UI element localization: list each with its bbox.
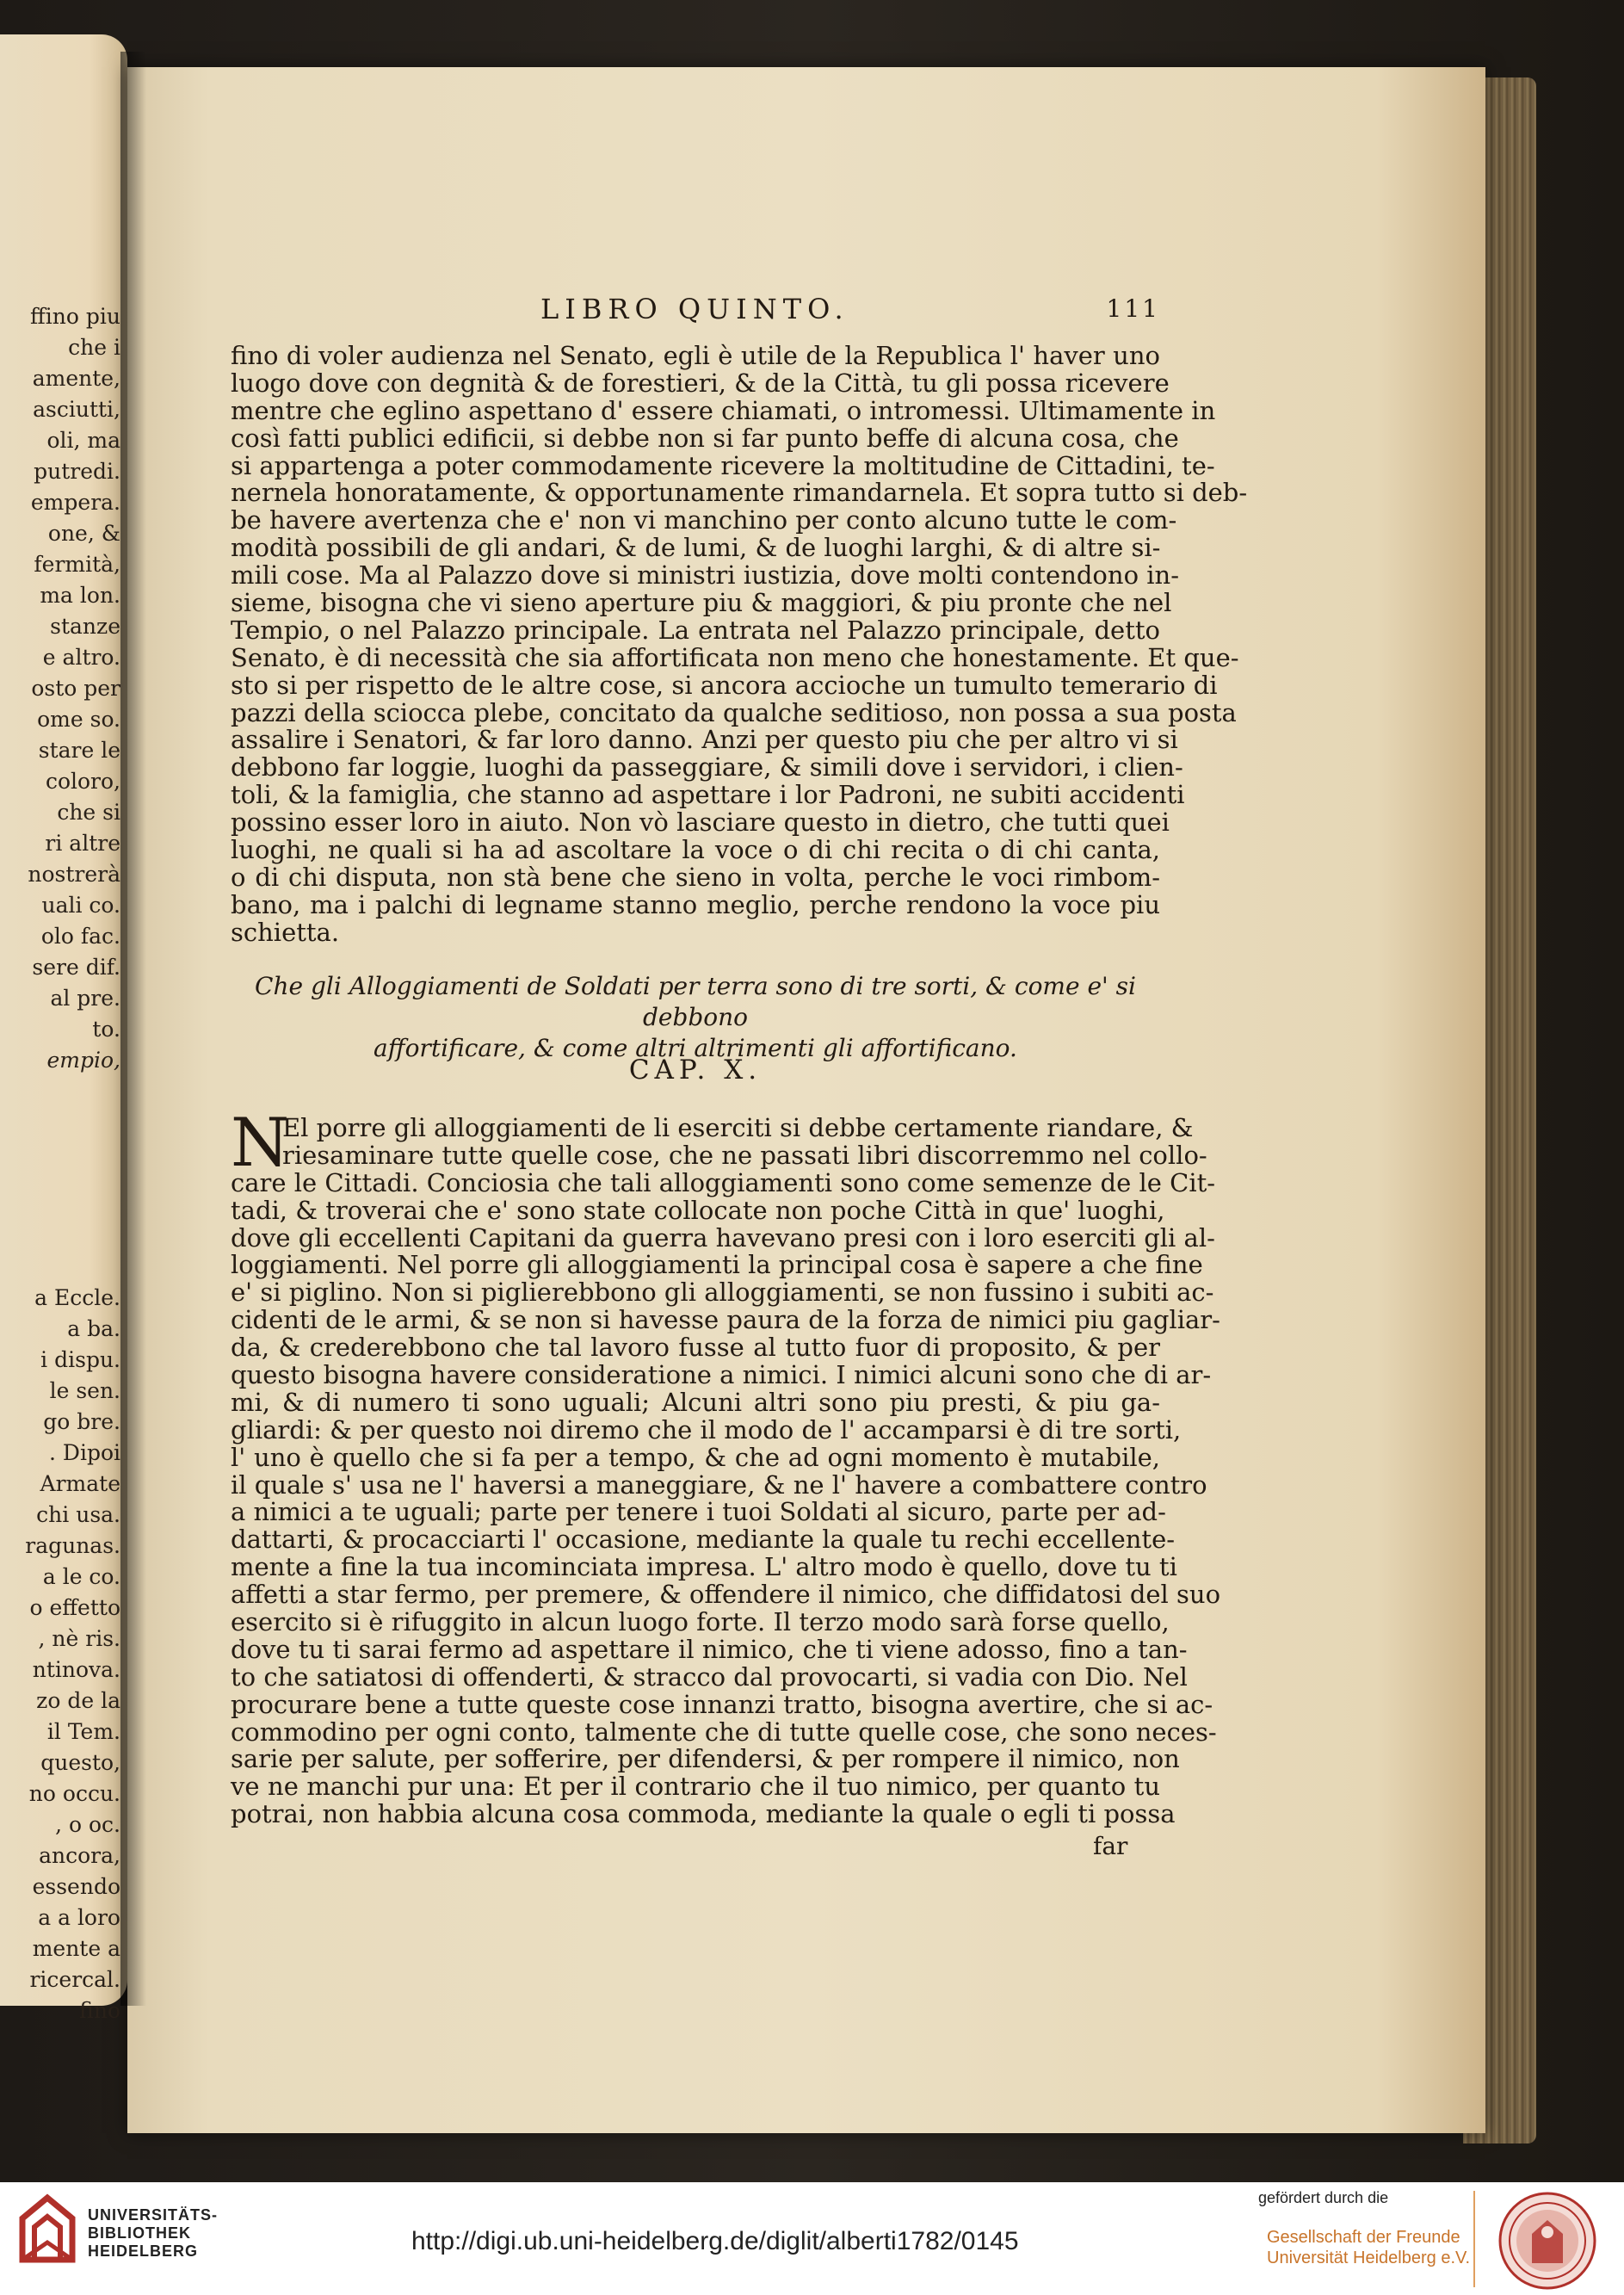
text-line: dove tu ti sarai fermo ad aspettare il nimico, che ti viene adosso, fino a tan- (231, 1634, 1188, 1664)
library-name-line: HEIDELBERG (88, 2242, 199, 2260)
facing-page-text (0, 301, 120, 2026)
text-line: toli, & la famiglia, che stanno ad aspettare i lor Padroni, ne subiti accidenti (231, 780, 1185, 810)
sponsor-label: gefördert durch die (1258, 2189, 1389, 2206)
facing-text-line: putredi. (34, 459, 120, 484)
text-line: luogo dove con degnità & de forestieri, & de la Città, tu gli possa ricevere (231, 368, 1170, 398)
facing-text-line: ntinova. (32, 1657, 120, 1682)
facing-text-line: ricercal. (29, 1967, 120, 1992)
facing-text-line: zo de la (36, 1688, 120, 1713)
facing-text-line: a Eccle. (34, 1285, 120, 1310)
facing-text-line: osto per (31, 676, 120, 701)
facing-text-line: e altro. (42, 645, 120, 670)
facing-text-line: il Tem. (46, 1719, 120, 1744)
text-line: mentre che eglino aspettano d' essere chiamati, o intromessi. Ultimamente in (231, 395, 1216, 425)
facing-text-line: fermità, (34, 552, 120, 577)
facing-text-line: go bre. (43, 1409, 120, 1434)
permalink-url[interactable]: http://digi.ub.uni-heidelberg.de/diglit/alberti1782/0145 (411, 2227, 1019, 2255)
facing-text-line: coloro, (45, 769, 120, 794)
facing-text-line: empio, (46, 1048, 120, 1073)
text-line: assalire i Senatori, & far loro danno. Anzi per questo piu che per altro vi si (231, 725, 1178, 755)
library-name-line: UNIVERSITÄTS- (88, 2206, 219, 2224)
text-line: e' si piglino. Non si piglierebbono gli alloggiamenti, se non fussino i subiti ac- (231, 1277, 1214, 1308)
text-line: schietta. (231, 917, 340, 947)
text-line: affetti a star fermo, per premere, & offendere il nimico, che diffidatosi del suo (231, 1580, 1221, 1610)
facing-text-line: ffino piu (30, 304, 120, 329)
text-line: debbono far loggie, luoghi da passeggiare, & simili dove i servidori, i clien- (231, 752, 1183, 783)
facing-text-line: al pre. (50, 986, 120, 1011)
sponsor-name-line: Universität Heidelberg e.V. (1267, 2249, 1471, 2267)
text-line: luoghi, ne quali si ha ad ascoltare la voce o di chi recita o di chi canta, (231, 835, 1160, 865)
text-line: to che satiatosi di offenderti, & stracco dal provocarti, si vadia con Dio. Nel (231, 1661, 1188, 1692)
text-line: bano, ma i palchi di legname stanno meglio, perche rendono la voce piu (231, 889, 1160, 919)
summary-line: affortificare, & come altri altrimenti gli affortificano. (374, 1034, 1017, 1062)
page-number: 111 (1106, 294, 1160, 323)
facing-text-line: asciutti, (33, 397, 120, 422)
text-line: El porre gli alloggiamenti de li eserciti si debbe certamente riandare, & (282, 1113, 1194, 1142)
text-line: dove gli eccellenti Capitani da guerra havevano presi con i loro eserciti gli al- (231, 1222, 1215, 1253)
text-line: gliardi: & per questo noi diremo che il modo de l' accamparsi è di tre sorti, (231, 1414, 1182, 1444)
facing-text-line: chi usa. (36, 1502, 120, 1527)
facing-text-line: stare le (38, 738, 120, 763)
paragraph-1 (231, 341, 1248, 947)
facing-text-line: a a loro (38, 1905, 120, 1930)
facing-text-line: mente a (32, 1936, 120, 1961)
text-line: mente a fine la tua incominciata impresa. L' altro modo è quello, dove tu ti (231, 1552, 1177, 1582)
text-line: loggiamenti. Nel porre gli alloggiamenti la principal cosa è sapere a che fine (231, 1250, 1203, 1280)
chapter-heading: CAP. X. (628, 1055, 763, 1086)
text-line: si appartenga a poter commodamente ricevere la moltitudine de Cittadini, te- (231, 450, 1215, 480)
text-line: sto si per rispetto de le altre cose, si ancora accioche un tumulto temerario di (231, 670, 1218, 700)
facing-text-line: stanze (50, 614, 120, 639)
text-line: procurare bene a tutte queste cose innanzi tratto, bisogna avertire, che si ac- (231, 1689, 1213, 1719)
facing-text-line: a ba. (67, 1316, 120, 1341)
facing-text-line: oli, ma (46, 428, 120, 453)
facing-text-line: one, & (47, 521, 120, 546)
facing-text-line: . Dipoi (49, 1440, 120, 1465)
facing-text-line: , nè ris. (38, 1626, 120, 1651)
facing-text-line: to. (92, 1017, 120, 1042)
library-name (88, 2206, 218, 2261)
text-line: be havere avertenza che e' non vi manchino per conto alcuno tutte le com- (231, 505, 1177, 535)
facing-text-line: ragunas. (25, 1533, 120, 1558)
text-line: a nimici a te uguali; parte per tenere i tuoi Soldati al sicuro, parte per ad- (231, 1497, 1166, 1527)
text-line: dattarti, & procacciarti l' occasione, mediante la quale tu rechi eccellente- (231, 1525, 1176, 1555)
sponsor-name (1267, 2227, 1470, 2268)
text-line: o di chi disputa, non stà bene che sieno in volta, perche le voci rimbom- (231, 862, 1160, 892)
text-line: così fatti publici edificii, si debbe non si far punto beffe di alcuna cosa, che (231, 423, 1179, 453)
text-line: riesaminare tutte quelle cose, che ne passati libri discorremmo nel collo- (282, 1140, 1207, 1170)
text-line: potrai, non habbia alcuna cosa commoda, mediante la quale o egli ti possa (231, 1799, 1176, 1829)
text-line: questo bisogna havere consideratione a nimici. I nimici alcuni sono che di ar- (231, 1360, 1212, 1390)
facing-page-fragment (0, 34, 127, 2023)
text-line: l' uno è quello che si fa per a tempo, & che ad ogni momento è mutabile, (231, 1442, 1160, 1472)
footer-divider (1473, 2191, 1475, 2287)
catchword: far (1093, 1832, 1128, 1860)
facing-text-line: olo fac. (40, 924, 120, 949)
facing-text-line: le sen. (49, 1378, 120, 1403)
facing-text-line: a le co. (42, 1564, 120, 1589)
facing-text-line: empera. (30, 490, 120, 515)
facing-text-line: che si (57, 800, 120, 825)
facing-text-line: o effetto (29, 1595, 120, 1620)
text-line: pazzi della sciocca plebe, concitato da qualche seditioso, non possa a sua posta (231, 697, 1237, 727)
text-line: tadi, & troverai che e' sono state collocate non poche Città in que' luoghi, (231, 1195, 1165, 1225)
library-logo-icon (17, 2193, 77, 2267)
facing-text-line: ma lon. (40, 583, 120, 608)
summary-line: Che gli Alloggiamenti de Soldati per terra sono di tre sorti, & come e' si debbono (255, 972, 1136, 1031)
text-line: modità possibili de gli andari, & de lumi, & de luoghi larghi, & di altre si- (231, 533, 1161, 563)
text-line: mi, & di numero ti sono uguali; Alcuni altri sono piu presti, & piu ga- (231, 1387, 1160, 1417)
text-line: il quale s' usa ne l' haversi a maneggiare, & ne l' havere a combattere contro (231, 1469, 1207, 1500)
facing-text-line: nostrerà (28, 862, 120, 887)
text-line: commodino per ogni conto, talmente che di tutte quelle cose, che sono neces- (231, 1717, 1217, 1747)
text-line: fino di voler audienza nel Senato, egli è utile de la Republica l' haver uno (231, 341, 1160, 370)
facing-text-line: i dispu. (40, 1347, 120, 1372)
text-line: sieme, bisogna che vi sieno aperture piu & maggiori, & piu pronte che nel (231, 588, 1172, 618)
text-line: da, & crederebbono che tal lavoro fusse al tutto fuor di proposito, & per (231, 1333, 1160, 1363)
facing-text-line: , o oc. (55, 1812, 120, 1837)
text-line: esercito si è rifuggito in alcun luogo forte. Il terzo modo sarà forse quello, (231, 1607, 1170, 1637)
library-name-line: BIBLIOTHEK (88, 2224, 191, 2242)
facing-text-gap (0, 1076, 120, 1283)
viewer-footer (0, 2182, 1624, 2295)
facing-text-line: uali co. (41, 893, 120, 918)
facing-text-line: sere dif. (32, 955, 120, 980)
gutter-shadow (120, 52, 146, 2006)
text-line: nernela honoratamente, & opportunamente rimandarnela. Et sopra tutto si deb- (231, 478, 1248, 508)
facing-text-line: essendo (32, 1874, 120, 1899)
facing-text-line: Armate (40, 1471, 120, 1496)
sponsor-name-line: Gesellschaft der Freunde (1267, 2228, 1460, 2247)
facing-text-line: ri altre (45, 831, 120, 856)
drop-capital: N (231, 1104, 290, 1182)
facing-text-line: ome so. (37, 707, 120, 732)
facing-text-line: questo, (40, 1750, 120, 1775)
facing-text-line: fino (79, 1998, 120, 2023)
text-line: mili cose. Ma al Palazzo dove si ministri iustizia, dove molti contendono in- (231, 560, 1179, 591)
chapter-summary (231, 971, 1160, 1064)
text-line: cidenti de le armi, & se non si havesse paura de la forza de nimici piu gagliar- (231, 1305, 1220, 1335)
facing-text-line: no occu. (28, 1781, 120, 1806)
text-line: Tempio, o nel Palazzo principale. La entrata nel Palazzo principale, detto (231, 615, 1160, 645)
text-line: possino esser loro in aiuto. Non vò lasciare questo in dietro, che tutti quei (231, 807, 1170, 838)
text-line: ve ne manchi pur una: Et per il contrario che il tuo nimico, per quanto tu (231, 1772, 1160, 1802)
text-line: sarie per salute, per sofferire, per difendersi, & per rompere il nimico, non (231, 1744, 1180, 1774)
facing-text-line: che i (68, 335, 120, 360)
running-title: LIBRO QUINTO. (540, 293, 849, 325)
running-head (231, 293, 1160, 336)
facing-text-line: ancora, (39, 1843, 120, 1868)
facing-text-line: amente, (32, 366, 120, 391)
university-seal-icon (1497, 2191, 1597, 2291)
text-line: Senato, è di necessità che sia affortificata non meno che honestamente. Et que- (231, 642, 1239, 672)
text-line: care le Cittadi. Conciosia che tali alloggiamenti sono come semenze de le Cit- (231, 1167, 1216, 1197)
paragraph-2 (231, 1104, 1221, 1829)
